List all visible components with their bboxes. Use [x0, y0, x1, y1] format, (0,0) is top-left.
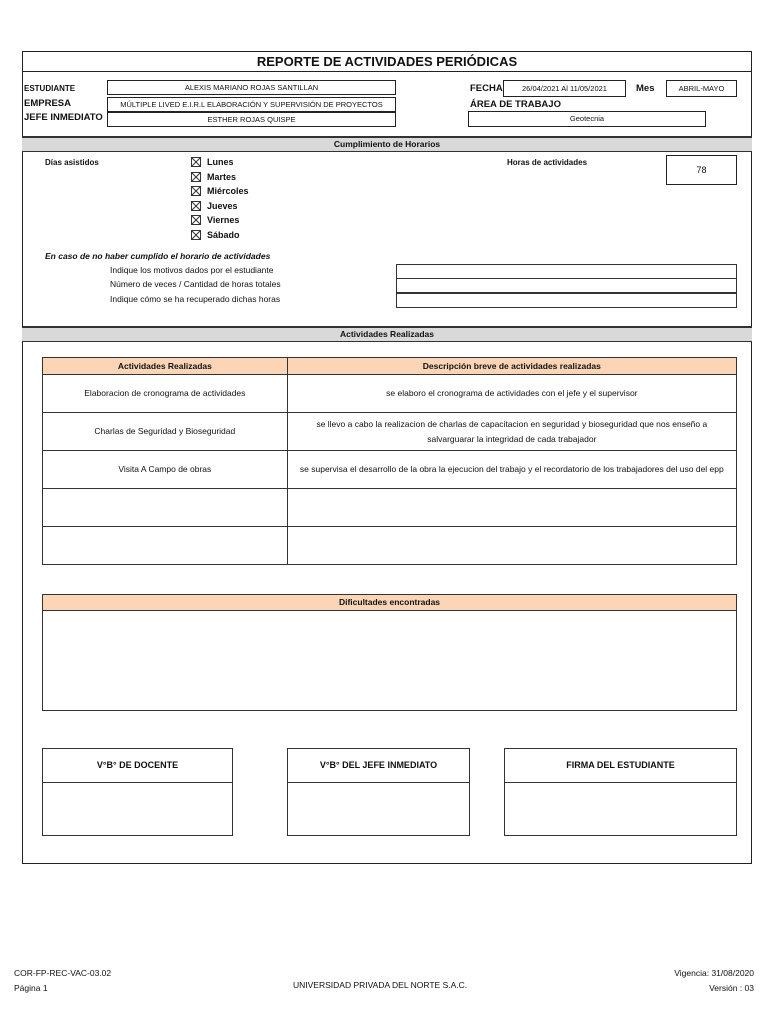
difficulties-title: Dificultades encontradas — [43, 595, 736, 611]
day-label: Lunes — [207, 157, 234, 167]
description-column-header: Descripción breve de actividades realizadas — [287, 358, 736, 375]
table-row — [43, 413, 737, 451]
count-input[interactable] — [396, 278, 737, 293]
count-question: Número de veces / Cantidad de horas totales — [110, 279, 281, 289]
teacher-signature-label: V°B° DE DOCENTE — [43, 749, 232, 783]
checkbox-checked-icon[interactable] — [191, 215, 201, 225]
page-number: Página 1 — [14, 983, 48, 993]
noncompliance-heading: En caso de no haber cumplido el horario de actividades — [45, 251, 271, 261]
day-label: Sábado — [207, 229, 240, 240]
table-row — [43, 451, 737, 489]
activity-cell[interactable] — [43, 489, 288, 527]
table-row — [43, 375, 737, 413]
company-label: EMPRESA — [24, 98, 71, 109]
description-cell[interactable] — [287, 527, 736, 565]
table-row — [43, 489, 737, 527]
checkbox-checked-icon[interactable] — [191, 201, 201, 211]
reasons-input[interactable] — [396, 264, 737, 279]
activity-column-header: Actividades Realizadas — [43, 358, 288, 375]
checkbox-checked-icon[interactable] — [191, 230, 201, 240]
page-title: REPORTE DE ACTIVIDADES PERIÓDICAS — [22, 52, 752, 72]
activities-section-header: Actividades Realizadas — [22, 326, 752, 342]
day-label: Miércoles — [207, 186, 249, 196]
version-number: Versión : 03 — [709, 983, 754, 993]
form-code: COR-FP-REC-VAC-03.02 — [14, 968, 112, 978]
recovery-question: Indique cómo se ha recuperado dichas horas — [110, 294, 281, 304]
supervisor-signature-box[interactable] — [287, 748, 470, 836]
student-signature-label: FIRMA DEL ESTUDIANTE — [505, 749, 736, 783]
activity-cell[interactable]: Visita A Campo de obras — [43, 451, 288, 489]
description-cell[interactable]: se llevo a cabo la realizacion de charlas de capacitacion en seguridad y bioseguridad que nos enseño a salvarguarar la integridad de cada trabajador — [287, 413, 736, 451]
difficulties-box[interactable] — [42, 594, 737, 711]
month-field[interactable]: ABRIL-MAYO — [666, 80, 737, 97]
description-cell[interactable]: se supervisa el desarrollo de la obra la ejecucion del trabajo y el recordatorio de los trabajadores del uso del epp — [287, 451, 736, 489]
day-tuesday[interactable] — [191, 170, 249, 185]
hours-field[interactable]: 78 — [666, 155, 737, 185]
description-cell[interactable] — [287, 489, 736, 527]
days-list — [191, 155, 249, 242]
checkbox-checked-icon[interactable] — [191, 157, 201, 167]
activity-cell[interactable]: Charlas de Seguridad y Bioseguridad — [43, 413, 288, 451]
day-label: Viernes — [207, 215, 240, 225]
checkbox-checked-icon[interactable] — [191, 186, 201, 196]
activities-table — [42, 357, 737, 565]
reasons-question: Indique los motivos dados por el estudiante — [110, 265, 274, 275]
supervisor-field[interactable]: ESTHER ROJAS QUISPE — [107, 112, 396, 127]
work-area-field[interactable]: Geotecnia — [468, 111, 706, 127]
company-field[interactable]: MÚLTIPLE LIVED E.I.R.L ELABORACIÓN Y SUPERVISIÓN DE PROYECTOS — [107, 97, 396, 112]
day-label: Jueves — [207, 200, 238, 211]
activity-cell[interactable] — [43, 527, 288, 565]
student-signature-box[interactable] — [504, 748, 737, 836]
day-friday[interactable] — [191, 213, 249, 228]
table-header-row — [43, 358, 737, 375]
days-attended-label: Días asistidos — [45, 158, 99, 167]
student-field[interactable]: ALEXIS MARIANO ROJAS SANTILLAN — [107, 80, 396, 95]
validity-date: Vigencia: 31/08/2020 — [674, 968, 754, 978]
date-label: FECHA — [470, 83, 503, 94]
day-monday[interactable] — [191, 155, 249, 170]
activity-cell[interactable]: Elaboracion de cronograma de actividades — [43, 375, 288, 413]
schedule-section-header: Cumplimiento de Horarios — [22, 136, 752, 152]
table-row — [43, 527, 737, 565]
description-cell[interactable]: se elaboro el cronograma de actividades con el jefe y el supervisor — [287, 375, 736, 413]
supervisor-signature-label: V°B° DEL JEFE INMEDIATO — [288, 749, 469, 783]
day-saturday[interactable] — [191, 228, 249, 243]
student-label: ESTUDIANTE — [24, 84, 76, 93]
recovery-input[interactable] — [396, 293, 737, 308]
checkbox-checked-icon[interactable] — [191, 172, 201, 182]
university-name: UNIVERSIDAD PRIVADA DEL NORTE S.A.C. — [293, 980, 468, 990]
month-label: Mes — [636, 83, 655, 94]
day-label: Martes — [207, 171, 237, 182]
supervisor-label: JEFE INMEDIATO — [24, 112, 103, 123]
work-area-label: ÁREA DE TRABAJO — [470, 99, 561, 110]
day-wednesday[interactable] — [191, 184, 249, 199]
date-field[interactable]: 26/04/2021 Al 11/05/2021 — [503, 80, 626, 97]
day-thursday[interactable] — [191, 199, 249, 214]
hours-label: Horas de actividades — [507, 158, 588, 167]
teacher-signature-box[interactable] — [42, 748, 233, 836]
